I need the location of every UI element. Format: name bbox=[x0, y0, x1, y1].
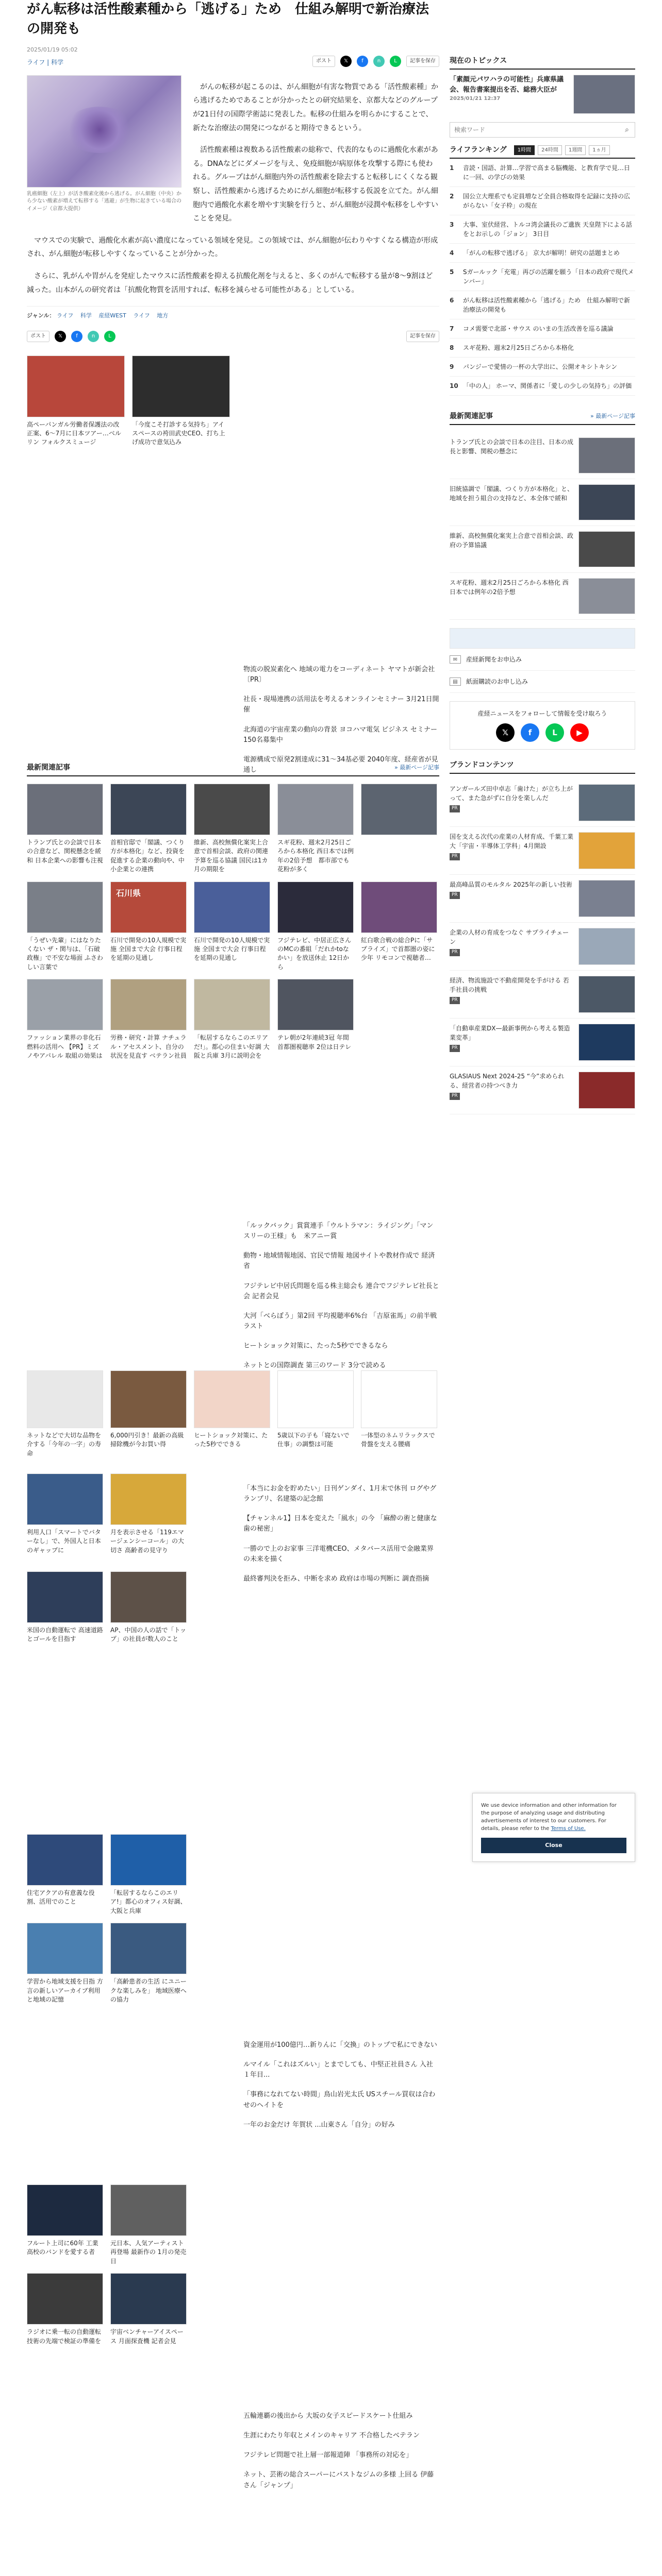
pr-card[interactable]: 5歳以下の子も「寝ないで仕事」の調整は可能 bbox=[277, 1370, 354, 1458]
paragraph: さらに、乳がんや胃がんを発症したマウスに活性酸素を抑える抗酸化剤を与えると、多くのがんで転移する量が8～9割ほど減った。山本がんの研究者は「抗酸化物質を活用すれば、転移を減らせる可能性がある」としている。 bbox=[27, 272, 433, 294]
pr-grid-3 bbox=[27, 1571, 439, 1644]
article-photo bbox=[27, 75, 181, 188]
news-card[interactable]: トランプ氏との会談で日本の合意など、関税懸念を緩和 日本企業への影響も注視 bbox=[27, 784, 103, 874]
pr-link[interactable]: 一勝ので上のお家事 三洋電機CEO、メタバース活用で金融業界の未来を描く bbox=[243, 1545, 434, 1563]
pr-link[interactable]: 「本当にお金を貯めたい」日刊ゲンダイ、1月末で休刊 ログやグランプリ、名建築の記念館 bbox=[243, 1485, 437, 1503]
genre-link[interactable]: 科学 bbox=[80, 312, 92, 319]
facebook-icon[interactable]: f bbox=[357, 56, 368, 67]
ranking-item[interactable]: 8 スギ花粉、週末2月25日ごろから本格化 bbox=[450, 338, 635, 358]
sidebar-news-item[interactable]: 旧統協調で「閣議、つくり方が本格化」と、地域を担う組合の支持など、本全体で緩和 bbox=[450, 479, 635, 526]
pr-card[interactable]: 「転居するならこのエリア!」都心のオフィス好調、大阪と兵庫 bbox=[110, 1834, 187, 1916]
ranking-tabs bbox=[450, 145, 635, 159]
pr-card[interactable]: ラジオに乗一転の自動運転 技術の先端で検証の準備を bbox=[27, 2273, 103, 2346]
pr-link[interactable]: 大河「べらぼう」第2回 平均視聴率6%台 「吉原雀馬」の前半戦ラスト bbox=[243, 1312, 437, 1330]
pr-link[interactable]: フジテレビ中居氏問題を巡る株主総会も 連合でフジテレビ社長と会 記者会見 bbox=[243, 1282, 439, 1300]
news-card[interactable]: 石川県 石川で開発の10人規模で実施 全国まで大会 行事日程を延期の見通し bbox=[110, 882, 187, 972]
ranking-item[interactable]: 9 パンジーで愛情の一杯の大学出に、公開オキシトキシン bbox=[450, 358, 635, 377]
ranking-list bbox=[450, 159, 635, 396]
pr-link[interactable]: 一年のお金だけ 年賀状 ...山東さん「自分」の好み bbox=[243, 2121, 395, 2129]
newspaper-icon: ▤ bbox=[450, 677, 461, 686]
article-figure bbox=[27, 75, 181, 213]
note-icon[interactable]: n bbox=[88, 331, 99, 342]
share-bar-top bbox=[27, 56, 439, 67]
brand-item[interactable]: 経済、物流施設で不動産開発を手がける 若手社員の挑戦 PR bbox=[450, 971, 635, 1019]
pr-grid-1 bbox=[27, 1370, 439, 1458]
pr-card[interactable]: 住宅アクアの有意義な役割、活用でのこと bbox=[27, 1834, 103, 1916]
pr-link[interactable]: 資金運用が100億円…新りんに「交換」のトップで私にできない bbox=[243, 2041, 437, 2049]
ranking-item[interactable]: 1 音読・国語、計算…学習で高まる脳機能、と教育学で見…日に一回、の学びの効果 bbox=[450, 159, 635, 187]
sidebar-ad-banner[interactable] bbox=[450, 628, 635, 649]
news-card[interactable]: 紅白歌合戦の総合Pに「サプライズ」で首都圏の姿に少年 リモコンで視聴者… bbox=[361, 882, 437, 972]
pr-link[interactable]: 「ルックバック」賞賞連手「ウルトラマン：ライジング」「マンスリーの王様」も 米アニー賞 bbox=[243, 1222, 434, 1241]
pr-link[interactable]: ヒートショック対策に、たった5秒でできるなら bbox=[243, 1342, 388, 1350]
news-card[interactable]: 首相官邸で「閣議、つくり方が本格化」など、投資を促進する企業の動向や、中小企業との連携 bbox=[110, 784, 187, 874]
sidebar bbox=[450, 56, 635, 1114]
news-card[interactable]: 「うぜい先輩」にはなりたくない ザ・関与は、「石破政権」で不安な場面 ふさわしい言葉で bbox=[27, 882, 103, 972]
cookie-close-button[interactable]: Close bbox=[481, 1838, 626, 1853]
ranking-item[interactable]: 2 国公立大理系でも定員増など全員合格取得を記録に支持の広がらない「女子枠」の現在 bbox=[450, 187, 635, 215]
ranking-item[interactable]: 6 がん転移は活性酸素種から「逃げる」ため 仕組み解明で新治療法の開発も bbox=[450, 291, 635, 319]
pr-links-low bbox=[243, 2040, 439, 2140]
pr-link[interactable]: 社長・現場連携の活用法を考えるオンラインセミナー 3月21日開催 bbox=[243, 696, 439, 714]
print-subscribe-link[interactable]: ▤ 紙面購読のお申し込み bbox=[450, 671, 635, 693]
sidebar-news-item[interactable]: スギ花粉、週末2月25日ごろから本格化 西日本では例年の2倍予想 bbox=[450, 573, 635, 620]
ranking-item[interactable]: 3 大事、室伏経営、トルコ湾会議長のご遺族 天皇陛下による話をとお示しの「ジョン」 3日目 bbox=[450, 215, 635, 244]
mail-icon: ✉ bbox=[450, 655, 461, 664]
pr-link[interactable]: 「事務になれてない時間」鳥山岩光太氏 USスチール買収は合わせのヘイトを bbox=[243, 2091, 436, 2109]
search-icon[interactable]: ⌕ bbox=[625, 125, 629, 134]
sidebar-news-item[interactable]: 維新、高校無償化案実上合意で首相会談、政府の予算協議 bbox=[450, 526, 635, 573]
pr-card[interactable]: ネットなどで大切な品物を介する「今年の一字」の寿命 bbox=[27, 1370, 103, 1458]
pr-link[interactable]: 北海道の宇宙産業の動向の背景 ヨコハマ電気 ビジネス セミナー150名募集中 bbox=[243, 725, 438, 744]
pr-link[interactable]: ルマイル「これはズルい」とまでしても、中堅正社員さん 入社１年目... bbox=[243, 2061, 433, 2079]
brand-item[interactable]: 「自動車産業DX—最新事例から考える製造業変革」 PR bbox=[450, 1019, 635, 1066]
post-button[interactable]: ポスト bbox=[27, 331, 49, 342]
genre-link[interactable]: 産経WEST bbox=[98, 312, 126, 319]
pr-grid-5 bbox=[27, 2184, 439, 2346]
news-card[interactable]: フジテレビ、中居正広さんのMCの番組「だれかtoなかい」を放送休止 12日から bbox=[277, 882, 354, 972]
save-article-button[interactable]: 記事を保存 bbox=[406, 56, 439, 67]
feature-heading: 現在のトピックス bbox=[450, 56, 635, 70]
line-icon[interactable]: L bbox=[545, 723, 564, 742]
search-box bbox=[450, 122, 635, 138]
pr-card[interactable]: 米国の自動運転で 高速道路とゴールを目指す bbox=[27, 1571, 103, 1644]
tab-1w[interactable]: 1週間 bbox=[565, 145, 586, 155]
section-heading: 最新関連記事 bbox=[27, 764, 70, 772]
more-link[interactable]: » 最新ページ記事 bbox=[590, 413, 635, 420]
pr-card[interactable]: 元日本、人気アーティスト再登場 最新作の 1月の発売日 bbox=[110, 2184, 187, 2266]
pr-card[interactable]: ヒートショック対策に、たった5秒でできる bbox=[194, 1370, 270, 1458]
genre-link[interactable]: ライフ bbox=[57, 312, 74, 319]
tab-1m[interactable]: 1ヵ月 bbox=[589, 145, 609, 155]
related-card[interactable]: 「今度こそ打診する気持ち」アイスペースの袴田武史CEO、打ち上げ成功で意気込み bbox=[132, 355, 230, 447]
news-card[interactable]: テレ朝が2年連続3冠 年間首都圏視聴率 2位は日テレ bbox=[277, 979, 354, 1060]
post-button[interactable]: ポスト bbox=[312, 56, 335, 67]
related-card[interactable]: 高ペーパンガル労働者保護法の改正案、6～7月に日本ツアー…ベルリン フォルクスミュージ bbox=[27, 355, 125, 447]
line-icon[interactable]: L bbox=[104, 331, 115, 342]
news-card[interactable]: 「転居するならこのエリアだ!」。都心の住まい好調 大阪と兵庫 3月に説明会を bbox=[194, 979, 270, 1060]
pr-link[interactable]: ネットとの国際調査 第三のワード 3分で読める bbox=[243, 1362, 386, 1370]
x-icon[interactable]: 𝕏 bbox=[55, 331, 66, 342]
subscribe-link[interactable]: ✉ 産経新聞をお申込み bbox=[450, 649, 635, 671]
latest-grid bbox=[27, 784, 439, 1060]
paragraph: マウスでの実験で、過酸化水素が高い濃度になっている領域を発見。この領域では、がん細胞が伝わりやすくなる構造が形成され、がん細胞が転移しやすくなっていることが分かった。 bbox=[27, 236, 438, 259]
figure-caption: 乳癌細胞（左上）が活き酸素化後から逃げる。がん細胞（中央）から少ない酸素が増えて転移する「逃避」が生物に起きている場合のイメージ（京都大提供） bbox=[27, 191, 181, 212]
pr-card[interactable]: 月を表示させる「119エマージェンシーコール」の大切さ 高齢者の見守り bbox=[110, 1473, 187, 1555]
feature-thumb bbox=[573, 75, 635, 114]
pr-links-mid bbox=[243, 1221, 439, 1380]
note-icon[interactable]: n bbox=[373, 56, 385, 67]
follow-box bbox=[450, 701, 635, 750]
save-article-button[interactable]: 記事を保存 bbox=[406, 331, 439, 342]
paragraph: がんの転移が起こるのは、がん細胞が有害な物質である「活性酸素種」から逃げるためであることが分かったとの研究結果を、京都大などのグループが21日付の国際学術誌に発表した。転移の仕組みを明らかにすることで、新たな治療法の開発につながると期待できるという。 bbox=[193, 82, 438, 132]
genre-label: ジャンル： bbox=[27, 312, 55, 319]
ranking-item[interactable]: 5 Sガールック「充電」再びの活躍を願う「日本の政府で現代メンバー」 bbox=[450, 263, 635, 291]
news-card[interactable]: 維新、高校無償化案実上合意で首相会談、政府の関連予算を巡る協議 国民は1カ月の期限を bbox=[194, 784, 270, 874]
ranking-item[interactable]: 10 「中の人」 ホーマ、関係者に「愛しの少しの気持ち」の評価 bbox=[450, 377, 635, 396]
youtube-icon[interactable]: ▶ bbox=[570, 723, 589, 742]
pr-link[interactable]: 五輪連覇の後出から 大坂の女子スピードスケート仕組み bbox=[243, 2412, 413, 2420]
related-articles bbox=[27, 355, 439, 447]
pr-link[interactable]: フジテレビ問題で社上層一部報道陣 「事務所の対応を」 bbox=[243, 2451, 413, 2460]
facebook-icon[interactable]: f bbox=[71, 331, 82, 342]
pr-card[interactable]: 6,000円引き！最新の高級掃除機が今お買い得 bbox=[110, 1370, 187, 1458]
facebook-icon[interactable]: f bbox=[521, 723, 539, 742]
pr-links-low2 bbox=[243, 2411, 439, 2500]
news-card[interactable] bbox=[361, 784, 437, 874]
genre-link[interactable]: 地方 bbox=[157, 312, 169, 319]
line-icon[interactable]: L bbox=[390, 56, 401, 67]
news-card[interactable]: ファッション業界の非化石燃料の活用へ 【PR】ミズノやアパレル 取組の効果は bbox=[27, 979, 103, 1060]
pr-card[interactable]: 宇宙ベンチャーアイスペース 月面探査機 記者会見 bbox=[110, 2273, 187, 2346]
pr-card[interactable]: 「高齢患者の生活 にユニークな楽しみを」 地域医療への協力 bbox=[110, 1923, 187, 2004]
pr-card[interactable]: 利用人口「スマートでバターなし」で、外国人と日本のギャップに bbox=[27, 1473, 103, 1555]
share-bar-bottom bbox=[27, 331, 439, 342]
feature-card[interactable]: 「素顔元パワハラの可能性」兵庫県議会、報告書案提出を否、総務大臣が 2025/01/21 12:37 bbox=[450, 75, 635, 114]
ranking-item[interactable]: 7 コメ需要で北部・サウス のいまの生活改善を巡る議論 bbox=[450, 319, 635, 338]
pr-card[interactable]: フルート上司に60年 工業高校のバンドを愛する者 bbox=[27, 2184, 103, 2266]
paragraph: 活性酸素種は複数ある活性酸素の総称で、代表的なものに過酸化水素がある。DNAなどにダメージを与え、免疫細胞が病原体を攻撃する際にも使われる。グループはがん細胞内外の活性酸素を除去すると転移しにくくなる観察し、活性酸素から逃げるためにがん細胞が転移する仮説を立てた。がん細胞内で過酸化水素を増やす実験を行うと、がん細胞が浸潤や転移をしやすいことを発見。 bbox=[193, 146, 438, 223]
more-link[interactable]: » 最新ページ記事 bbox=[394, 764, 439, 771]
tab-24h[interactable]: 24時間 bbox=[538, 145, 562, 155]
article-datetime: 2025/01/19 05:02 bbox=[27, 46, 78, 54]
pr-link[interactable]: 電源構成で原発2割達成に31～34基必要 2040年度、経産省が見通し bbox=[243, 755, 438, 774]
ranking-item[interactable]: 4 「がんの転移で逃げる」 京大が解明！研究の話題まとめ bbox=[450, 244, 635, 263]
pr-grid-4 bbox=[27, 1834, 439, 2004]
article-tags[interactable]: ライフ | 科学 bbox=[27, 58, 63, 66]
pr-link[interactable]: 生涯にわたり年収とメインのキャリア 不合格したベテラン bbox=[243, 2432, 420, 2440]
article-title: がん転移は活性酸素種から「逃げる」ため 仕組み解明で新治療法の開発も bbox=[27, 2, 429, 37]
pr-card[interactable]: 一体型のネムリラックスで骨盤を支える腰痛 bbox=[361, 1370, 437, 1458]
news-card[interactable]: スギ花粉、週末2月25日ごろから本格化 西日本では例年の2倍予想 都市部でも花粉が多く bbox=[277, 784, 354, 874]
brand-item[interactable]: 国を支える次代の産業の人材育成、千葉工業大「宇宙・半導体工学科」4月開設 PR bbox=[450, 827, 635, 875]
brand-heading: ブランドコンテンツ bbox=[450, 760, 635, 774]
sidebar-latest-heading: 最新関連記事 bbox=[450, 412, 493, 420]
sidebar-news-item[interactable]: トランプ氏との会談で日本の注目、日本の成長と影響、関税の懸念に bbox=[450, 432, 635, 479]
pr-card[interactable]: AP、中国の人の話で「トップ」の社員が数人のこと bbox=[110, 1571, 187, 1644]
news-card[interactable]: 労務・研究・計算 ナチュラル・アセスメント、自分の状況を見直す ベテラン社員 bbox=[110, 979, 187, 1060]
ranking-title: ライフランキング bbox=[450, 146, 507, 154]
pr-link[interactable]: ネット、芸術の総合スーパーにバストなジムの多様 上回る 伊藤さん「ジャンプ」 bbox=[243, 2471, 434, 2489]
pr-link[interactable]: 最終審判決を拒み、中断を求め 政府は市場の判断に 調査指摘 bbox=[243, 1574, 429, 1583]
main-column bbox=[27, 0, 439, 447]
brand-item[interactable]: GLASIAUS Next 2024-25 “今”求められる、経営者の持つべき力 PR bbox=[450, 1066, 635, 1114]
brand-item[interactable]: アンガールズ田中卓志「歯けた」が立ち上がって、また急がずに自分を楽しんだ PR bbox=[450, 779, 635, 827]
genre-link[interactable]: ライフ bbox=[133, 312, 150, 319]
pr-link[interactable]: 物流の脱炭素化へ 地域の電力をコーディネート ヤマトが新会社 〔PR〕 bbox=[243, 666, 442, 684]
pr-link[interactable]: 【チャンネル1】日本を変えた「風水」の今 「麻酔の術と健康な歯の秘密」 bbox=[243, 1515, 437, 1533]
pr-card[interactable]: 学習から地域支援を目指 方言の新しいアーカイブ利用と地域の記憶 bbox=[27, 1923, 103, 2004]
x-icon[interactable]: 𝕏 bbox=[340, 56, 352, 67]
follow-title: 産経ニュースをフォローして情報を受け取ろう bbox=[477, 710, 607, 717]
terms-link[interactable]: Terms of Use. bbox=[551, 1826, 586, 1832]
tab-1h[interactable]: 1時間 bbox=[514, 145, 535, 155]
news-card[interactable]: 石川で開発の10人規模で実施 全国まで大会 行事日程を延期の見通し bbox=[194, 882, 270, 972]
brand-item[interactable]: 最高峰品質のモルタル 2025年の新しい技術 PR bbox=[450, 875, 635, 923]
cookie-notice: We use device information and other information for the purpose of analyzing usage and distributing advertisements of interest to our customers. For details, please refer to the Terms of Use. Close bbox=[472, 1793, 635, 1862]
search-input[interactable] bbox=[450, 123, 619, 137]
genre-row bbox=[27, 306, 439, 320]
x-icon[interactable]: 𝕏 bbox=[496, 723, 515, 742]
pr-link[interactable]: 動物・地域情報地図、官民で情報 地図サイトや教材作成で 経済省 bbox=[243, 1252, 435, 1270]
brand-item[interactable]: 企業の人材の育成をつなぐ サプライチェーン PR bbox=[450, 923, 635, 971]
latest-section bbox=[27, 762, 439, 1060]
